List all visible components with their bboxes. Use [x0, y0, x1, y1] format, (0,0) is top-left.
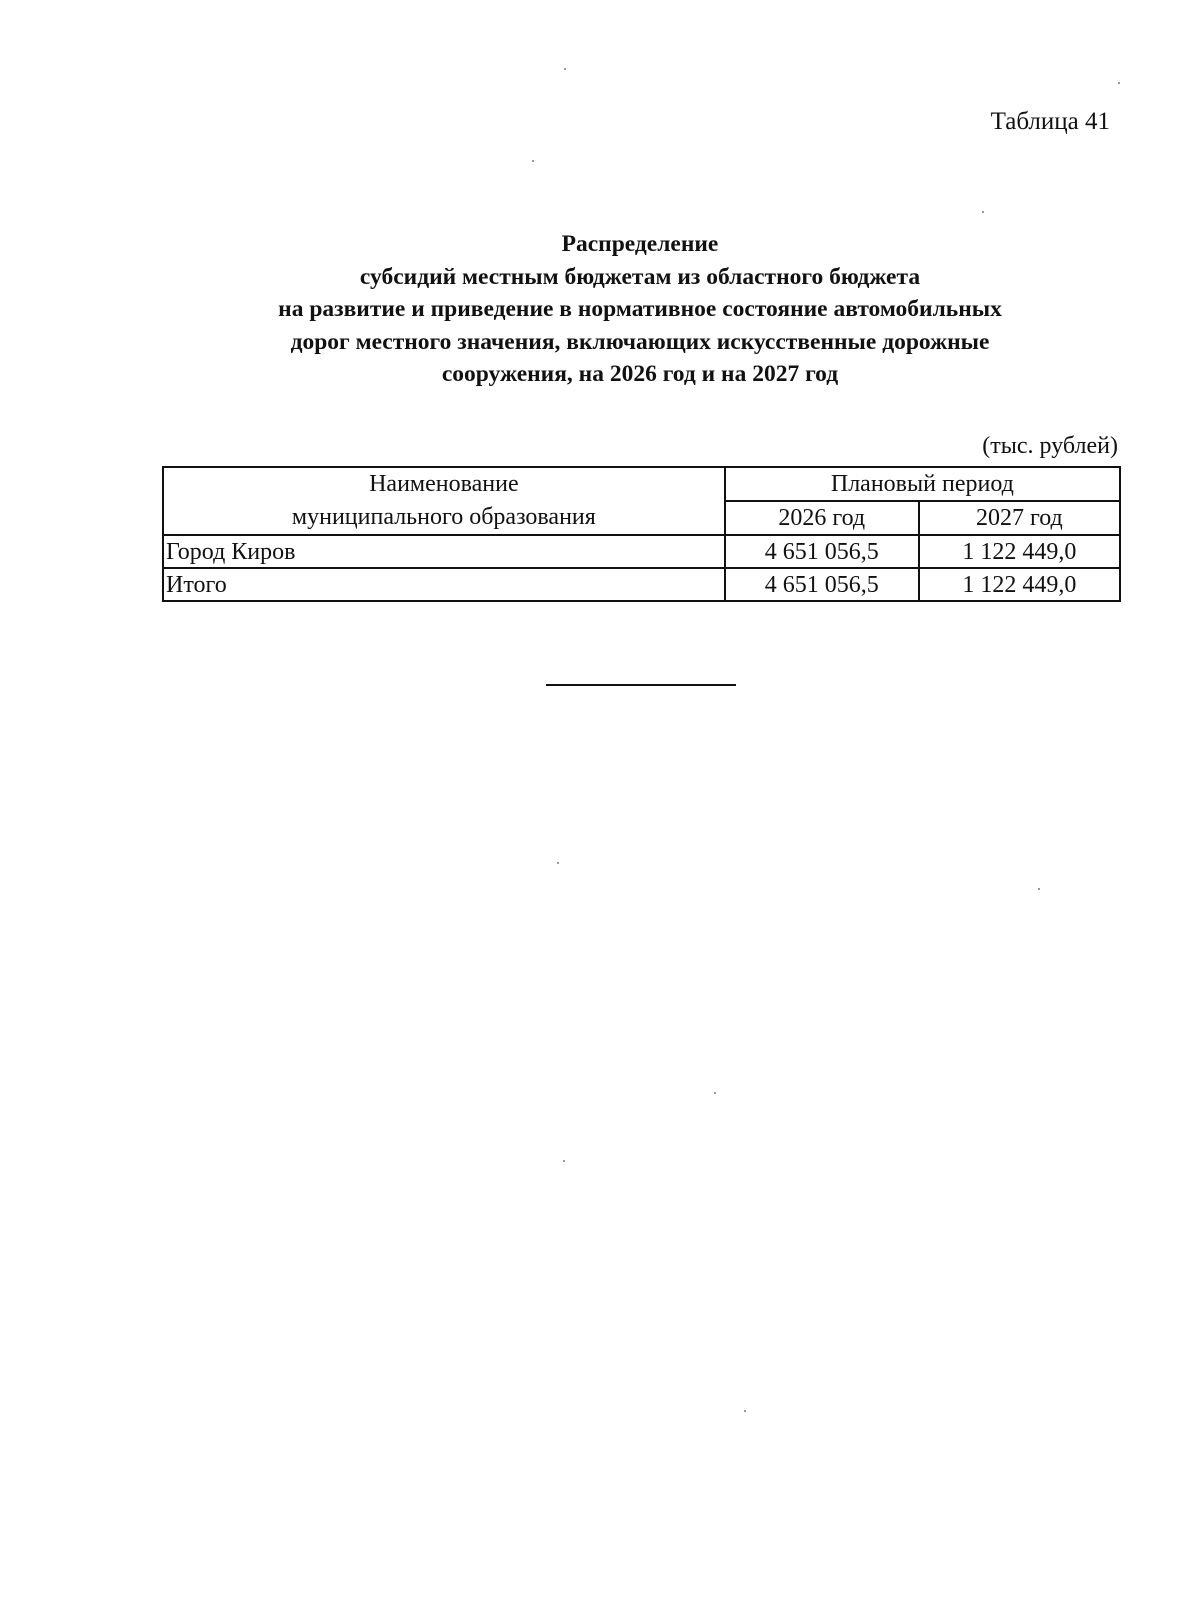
scan-speck [1118, 82, 1120, 84]
scan-speck [714, 1092, 716, 1094]
header-municipality [163, 467, 725, 535]
table-header-row [163, 467, 1120, 501]
scan-speck [564, 68, 566, 70]
units-note: (тыс. рублей) [982, 433, 1118, 459]
title-line: сооружения, на 2026 год и на 2027 год [441, 361, 839, 387]
table-row [163, 535, 1120, 568]
header-municipality-line: Наименование [369, 471, 519, 497]
scan-speck [1038, 888, 1040, 890]
total-label: Итого [163, 568, 725, 601]
document-title [160, 228, 1120, 391]
scan-speck [557, 862, 559, 864]
scan-speck [563, 1160, 565, 1162]
total-value-2026: 4 651 056,5 [725, 568, 919, 601]
title-line: субсидий местным бюджетам из областного бюджета [359, 263, 921, 290]
title-line: на развитие и приведение в нормативное состояние автомобильных [278, 296, 1002, 322]
header-year-2027: 2027 год [919, 501, 1120, 535]
scan-speck [744, 1410, 746, 1412]
header-year-2026: 2026 год [725, 501, 919, 535]
subsidy-table [162, 466, 1121, 602]
title-line: Распределение [561, 231, 719, 257]
row-value-2026: 4 651 056,5 [725, 535, 919, 568]
row-value-2027: 1 122 449,0 [919, 535, 1120, 568]
header-municipality-line: муниципального образования [291, 504, 596, 530]
table-number: Таблица 41 [990, 108, 1110, 135]
header-planned-period: Плановый период [725, 467, 1120, 501]
scan-speck [982, 211, 984, 213]
scan-speck [532, 160, 534, 162]
total-value-2027: 1 122 449,0 [919, 568, 1120, 601]
row-municipality-name: Город Киров [163, 535, 725, 568]
table-total-row [163, 568, 1120, 601]
title-line: дорог местного значения, включающих искусственные дорожные [290, 328, 990, 355]
end-of-table-rule [546, 684, 736, 686]
